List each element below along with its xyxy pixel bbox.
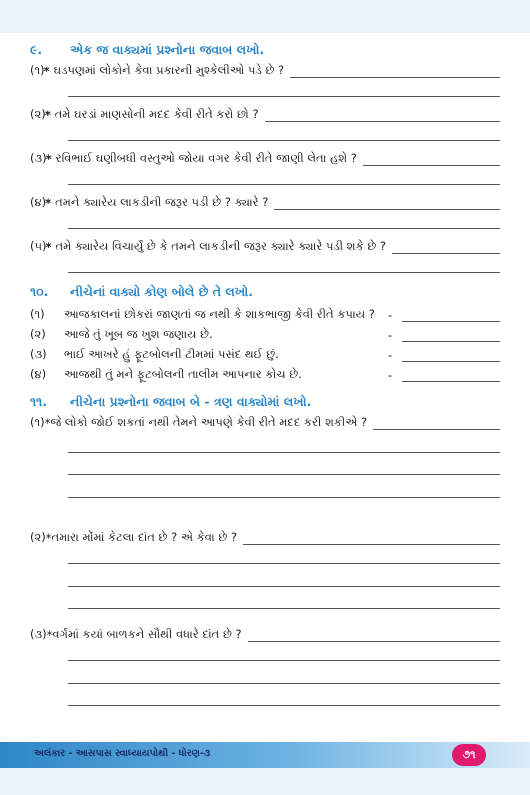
- answer-line[interactable]: [248, 629, 500, 642]
- answer-line[interactable]: [68, 705, 500, 706]
- statement-row: [30, 362, 500, 382]
- statement-number: (૪): [30, 367, 47, 381]
- question-9-2: [30, 104, 500, 148]
- answer-line[interactable]: [68, 586, 500, 587]
- section-11-title: નીચેના પ્રશ્નોના જવાબ બે - ત્રણ વાક્યોમાં લખો.: [70, 394, 312, 409]
- statement-text: આજે તું ખૂબ જ ખુશ જણાય છે.: [64, 327, 213, 341]
- speaker-answer-line[interactable]: [402, 369, 500, 382]
- question-9-4: [30, 192, 500, 236]
- answer-line[interactable]: [68, 563, 500, 564]
- dash: -: [388, 348, 393, 362]
- question-11-1: [30, 412, 500, 527]
- dash: -: [388, 308, 393, 322]
- answer-line[interactable]: [68, 184, 500, 185]
- answer-line[interactable]: [243, 532, 500, 545]
- dash: -: [388, 328, 393, 342]
- section-9-number: ૯.: [30, 42, 43, 57]
- answer-line[interactable]: [68, 474, 500, 475]
- star-mark: *: [45, 152, 52, 166]
- question-number: (૩): [30, 627, 47, 641]
- question-number: (૨): [30, 530, 46, 544]
- footer-text: અલંકાર - આસપાસ સ્વાધ્યાયપોથી - ધોરણ-૩: [34, 748, 211, 759]
- star-mark: *: [46, 628, 53, 642]
- statement-number: (૨): [30, 327, 46, 341]
- speaker-answer-line[interactable]: [402, 309, 500, 322]
- statement-row: [30, 302, 500, 322]
- statement-text: આજકાલનાં છોકરાં જાણતાં જ નથી કે શાકભાજી કેવી રીતે કપાય ?: [64, 307, 375, 321]
- statement-text: ભાઈ આખરે હું ફૂટબોલની ટીમમાં પસંદ થઈ છું.: [64, 347, 279, 361]
- star-mark: *: [45, 531, 52, 545]
- worksheet: [30, 40, 500, 714]
- star-mark: *: [45, 196, 52, 210]
- question-11-3: [30, 624, 500, 714]
- question-text: વર્ગમાં કયાં બાળકને સૌથી વધારે દાંત છે ?: [52, 627, 242, 641]
- question-9-1: [30, 60, 500, 104]
- top-band: [0, 0, 530, 33]
- question-text: તમે ક્યારેય વિચાર્યું છે કે તમને લાકડીની જરૂર ક્યારે ક્યારે પડી શકે છે ?: [55, 239, 386, 253]
- section-11-number: ૧૧.: [30, 394, 47, 409]
- question-number: (૨): [30, 107, 46, 121]
- question-11-2: [30, 527, 500, 624]
- question-text: જે લોકો જોઈ શકતાં નથી તેમને આપણે કેવી રીતે મદદ કરી શકીએ ?: [50, 415, 368, 429]
- answer-line[interactable]: [68, 96, 500, 97]
- answer-line[interactable]: [274, 197, 500, 210]
- question-text: ઘડપણમાં લોકોને કેવા પ્રકારની મુશ્કેલીઓ પડે છે ?: [53, 63, 285, 77]
- question-text: તમે ઘરડાં માણસોની મદદ કેવી રીતે કરો છો ?: [54, 107, 259, 121]
- question-number: (૧): [30, 63, 45, 77]
- question-number: (૫): [30, 239, 47, 253]
- section-9-heading: [30, 40, 500, 60]
- question-9-5: [30, 236, 500, 280]
- footer-band: [0, 742, 530, 768]
- question-text: તમને ક્યારેય લાકડીની જરૂર પડી છે ? ક્યારે ?: [55, 195, 269, 209]
- statement-text: આજથી તું મને ફૂટબોલની તાલીમ આપનાર કોચ છે.: [64, 367, 302, 381]
- star-mark: *: [45, 240, 52, 254]
- bottom-band: [0, 768, 530, 795]
- page-number-badge: ૭૧: [452, 744, 486, 766]
- star-mark: *: [44, 416, 51, 430]
- answer-line[interactable]: [68, 272, 500, 273]
- question-9-3: [30, 148, 500, 192]
- statement-number: (૩): [30, 347, 47, 361]
- question-text: રવિભાઈ ઘણીબધી વસ્તુઓ જોયા વગર કેવી રીતે જાણી લેતા હશે ?: [55, 151, 357, 165]
- answer-line[interactable]: [68, 608, 500, 609]
- section-10-title: નીચેનાં વાક્યો કોણ બોલે છે તે લખો.: [70, 284, 253, 299]
- answer-line[interactable]: [363, 153, 500, 166]
- answer-line[interactable]: [68, 683, 500, 684]
- speaker-answer-line[interactable]: [402, 349, 500, 362]
- answer-line[interactable]: [68, 140, 500, 141]
- statement-row: [30, 342, 500, 362]
- question-number: (૩): [30, 151, 47, 165]
- star-mark: *: [43, 64, 50, 78]
- answer-line[interactable]: [68, 452, 500, 453]
- answer-line[interactable]: [290, 65, 500, 78]
- answer-line[interactable]: [68, 660, 500, 661]
- answer-line[interactable]: [68, 497, 500, 498]
- answer-line[interactable]: [265, 109, 500, 122]
- answer-line[interactable]: [392, 241, 500, 254]
- section-10-number: ૧૦.: [30, 284, 49, 299]
- section-11-heading: [30, 392, 500, 412]
- dash: -: [388, 368, 393, 382]
- section-10-heading: [30, 282, 500, 302]
- section-9-title: એક જ વાક્યમાં પ્રશ્નોના જવાબ લખો.: [70, 42, 265, 57]
- star-mark: *: [44, 108, 51, 122]
- statement-row: [30, 322, 500, 342]
- question-text: તમારા મોંમાં કેટલા દાંત છે ? એ કેવા છે ?: [51, 530, 238, 544]
- speaker-answer-line[interactable]: [402, 329, 500, 342]
- answer-line[interactable]: [373, 417, 500, 430]
- answer-line[interactable]: [68, 228, 500, 229]
- statement-number: (૧): [30, 307, 45, 321]
- question-number: (૧): [30, 415, 45, 429]
- question-number: (૪): [30, 195, 47, 209]
